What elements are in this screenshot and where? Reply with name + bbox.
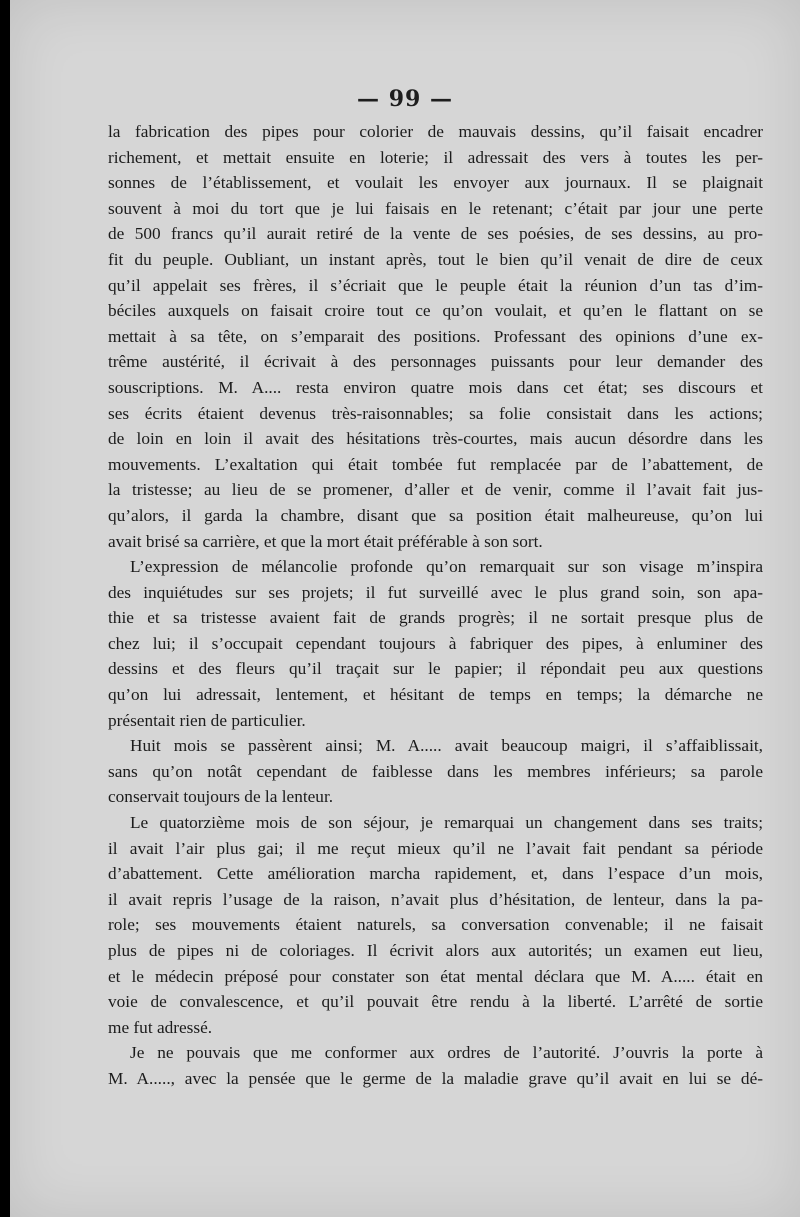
text-line: richement, et mettait ensuite en loterie; il adressait des vers à toutes les per- [108, 147, 763, 167]
text-line: d’abattement. Cette amélioration marcha rapidement, et, dans l’espace d’un mois, [108, 864, 763, 884]
text-line: la fabrication des pipes pour colorier de mauvais dessins, qu’il faisait encadrer [108, 122, 763, 141]
text-line: mettait à sa tête, on s’emparait des positions. Professant des opinions d’une ex- [108, 326, 763, 346]
paragraph-end-line: conservait toujours de la lenteur. [108, 787, 334, 807]
paragraph-end-line: présentait rien de particulier. [108, 710, 306, 730]
text-line: il avait repris l’usage de la raison, n’avait plus d’hésitation, de lenteur, dans la pa- [108, 889, 763, 909]
text-line: trême austérité, il écrivait à des personnages puissants pour leur demander des [108, 352, 763, 372]
document-page [10, 0, 800, 1217]
paragraph-start-line: Je ne pouvais que me conformer aux ordres de l’autorité. J’ouvris la porte à [130, 1043, 763, 1063]
text-line: la tristesse; au lieu de se promener, d’aller et de venir, comme il l’avait fait jus- [108, 480, 763, 500]
text-line: souvent à moi du tort que je lui faisais en le retenant; c’était par jour une perte [108, 198, 763, 218]
text-line: sans qu’on notât cependant de faiblesse dans les membres inférieurs; sa parole [108, 761, 763, 781]
paragraph-start-line: L’expression de mélancolie profonde qu’on remarquait sur son visage m’inspira [130, 557, 763, 577]
text-line: ses écrits étaient devenus très-raisonnables; sa folie consistait dans les actions; [108, 403, 763, 423]
text-line: souscriptions. M. A.... resta environ quatre mois dans cet état; ses discours et [108, 377, 763, 397]
paragraph-end-line: me fut adressé. [108, 1017, 213, 1037]
text-line: de 500 francs qu’il aurait retiré de la vente de ses poésies, de ses dessins, au pro- [108, 224, 763, 244]
text-line: béciles auxquels on faisait croire tout ce qu’on voulait, et qu’en le flattant on se [108, 301, 763, 321]
text-line: chez lui; il s’occupait cependant toujours à fabriquer des pipes, à enluminer des [108, 633, 763, 653]
text-line: dessins et des fleurs qu’il traçait sur le papier; il répondait peu aux questions [108, 659, 763, 679]
text-line: et le médecin préposé pour constater son état mental déclara que M. A..... était en [108, 966, 763, 986]
text-line: plus de pipes ni de coloriages. Il écrivit alors aux autorités; un examen eut lieu, [108, 941, 763, 960]
paragraph-start-line: Le quatorzième mois de son séjour, je remarquai un changement dans ses traits; [130, 813, 763, 833]
text-line: voie de convalescence, et qu’il pouvait être rendu à la liberté. L’arrêté de sortie [108, 992, 763, 1012]
text-line: sonnes de l’établissement, et voulait les envoyer aux journaux. Il se plaignait [108, 173, 763, 193]
paragraph-start-line: Huit mois se passèrent ainsi; M. A..... avait beaucoup maigri, il s’affaiblissait, [130, 736, 763, 756]
text-line: qu’il appelait ses frères, il s’écriait que le peuple était la réunion d’un tas d’im- [108, 275, 763, 295]
text-line: qu’alors, il garda la chambre, disant que sa position était malheureuse, qu’on lui [108, 505, 763, 525]
paragraph-end-line: avait brisé sa carrière, et que la mort était préférable à son sort. [108, 531, 543, 551]
text-line: fit du peuple. Oubliant, un instant après, tout le bien qu’il venait de dire de ceux [108, 249, 763, 269]
text-line: mouvements. L’exaltation qui était tombée fut remplacée par de l’abattement, de [108, 454, 763, 474]
text-line: des inquiétudes sur ses projets; il fut surveillé avec le plus grand soin, son apa- [108, 582, 763, 602]
text-line: thie et sa tristesse avaient fait de grands progrès; il ne sortait presque plus de [108, 608, 763, 628]
text-line: M. A....., avec la pensée que le germe de la maladie grave qu’il avait en lui se dé- [108, 1068, 763, 1088]
text-line: de loin en loin il avait des hésitations très-courtes, mais aucun désordre dans les [108, 429, 763, 449]
body-text [108, 119, 763, 1092]
text-line: qu’on lui adressait, lentement, et hésitant de temps en temps; la démarche ne [108, 685, 763, 705]
page-number: — 99 — [357, 86, 453, 112]
text-line: role; ses mouvements étaient naturels, sa conversation convenable; il ne faisait [108, 915, 763, 935]
text-line: il avait l’air plus gai; il me reçut mieux qu’il ne l’avait fait pendant sa période [108, 838, 763, 858]
